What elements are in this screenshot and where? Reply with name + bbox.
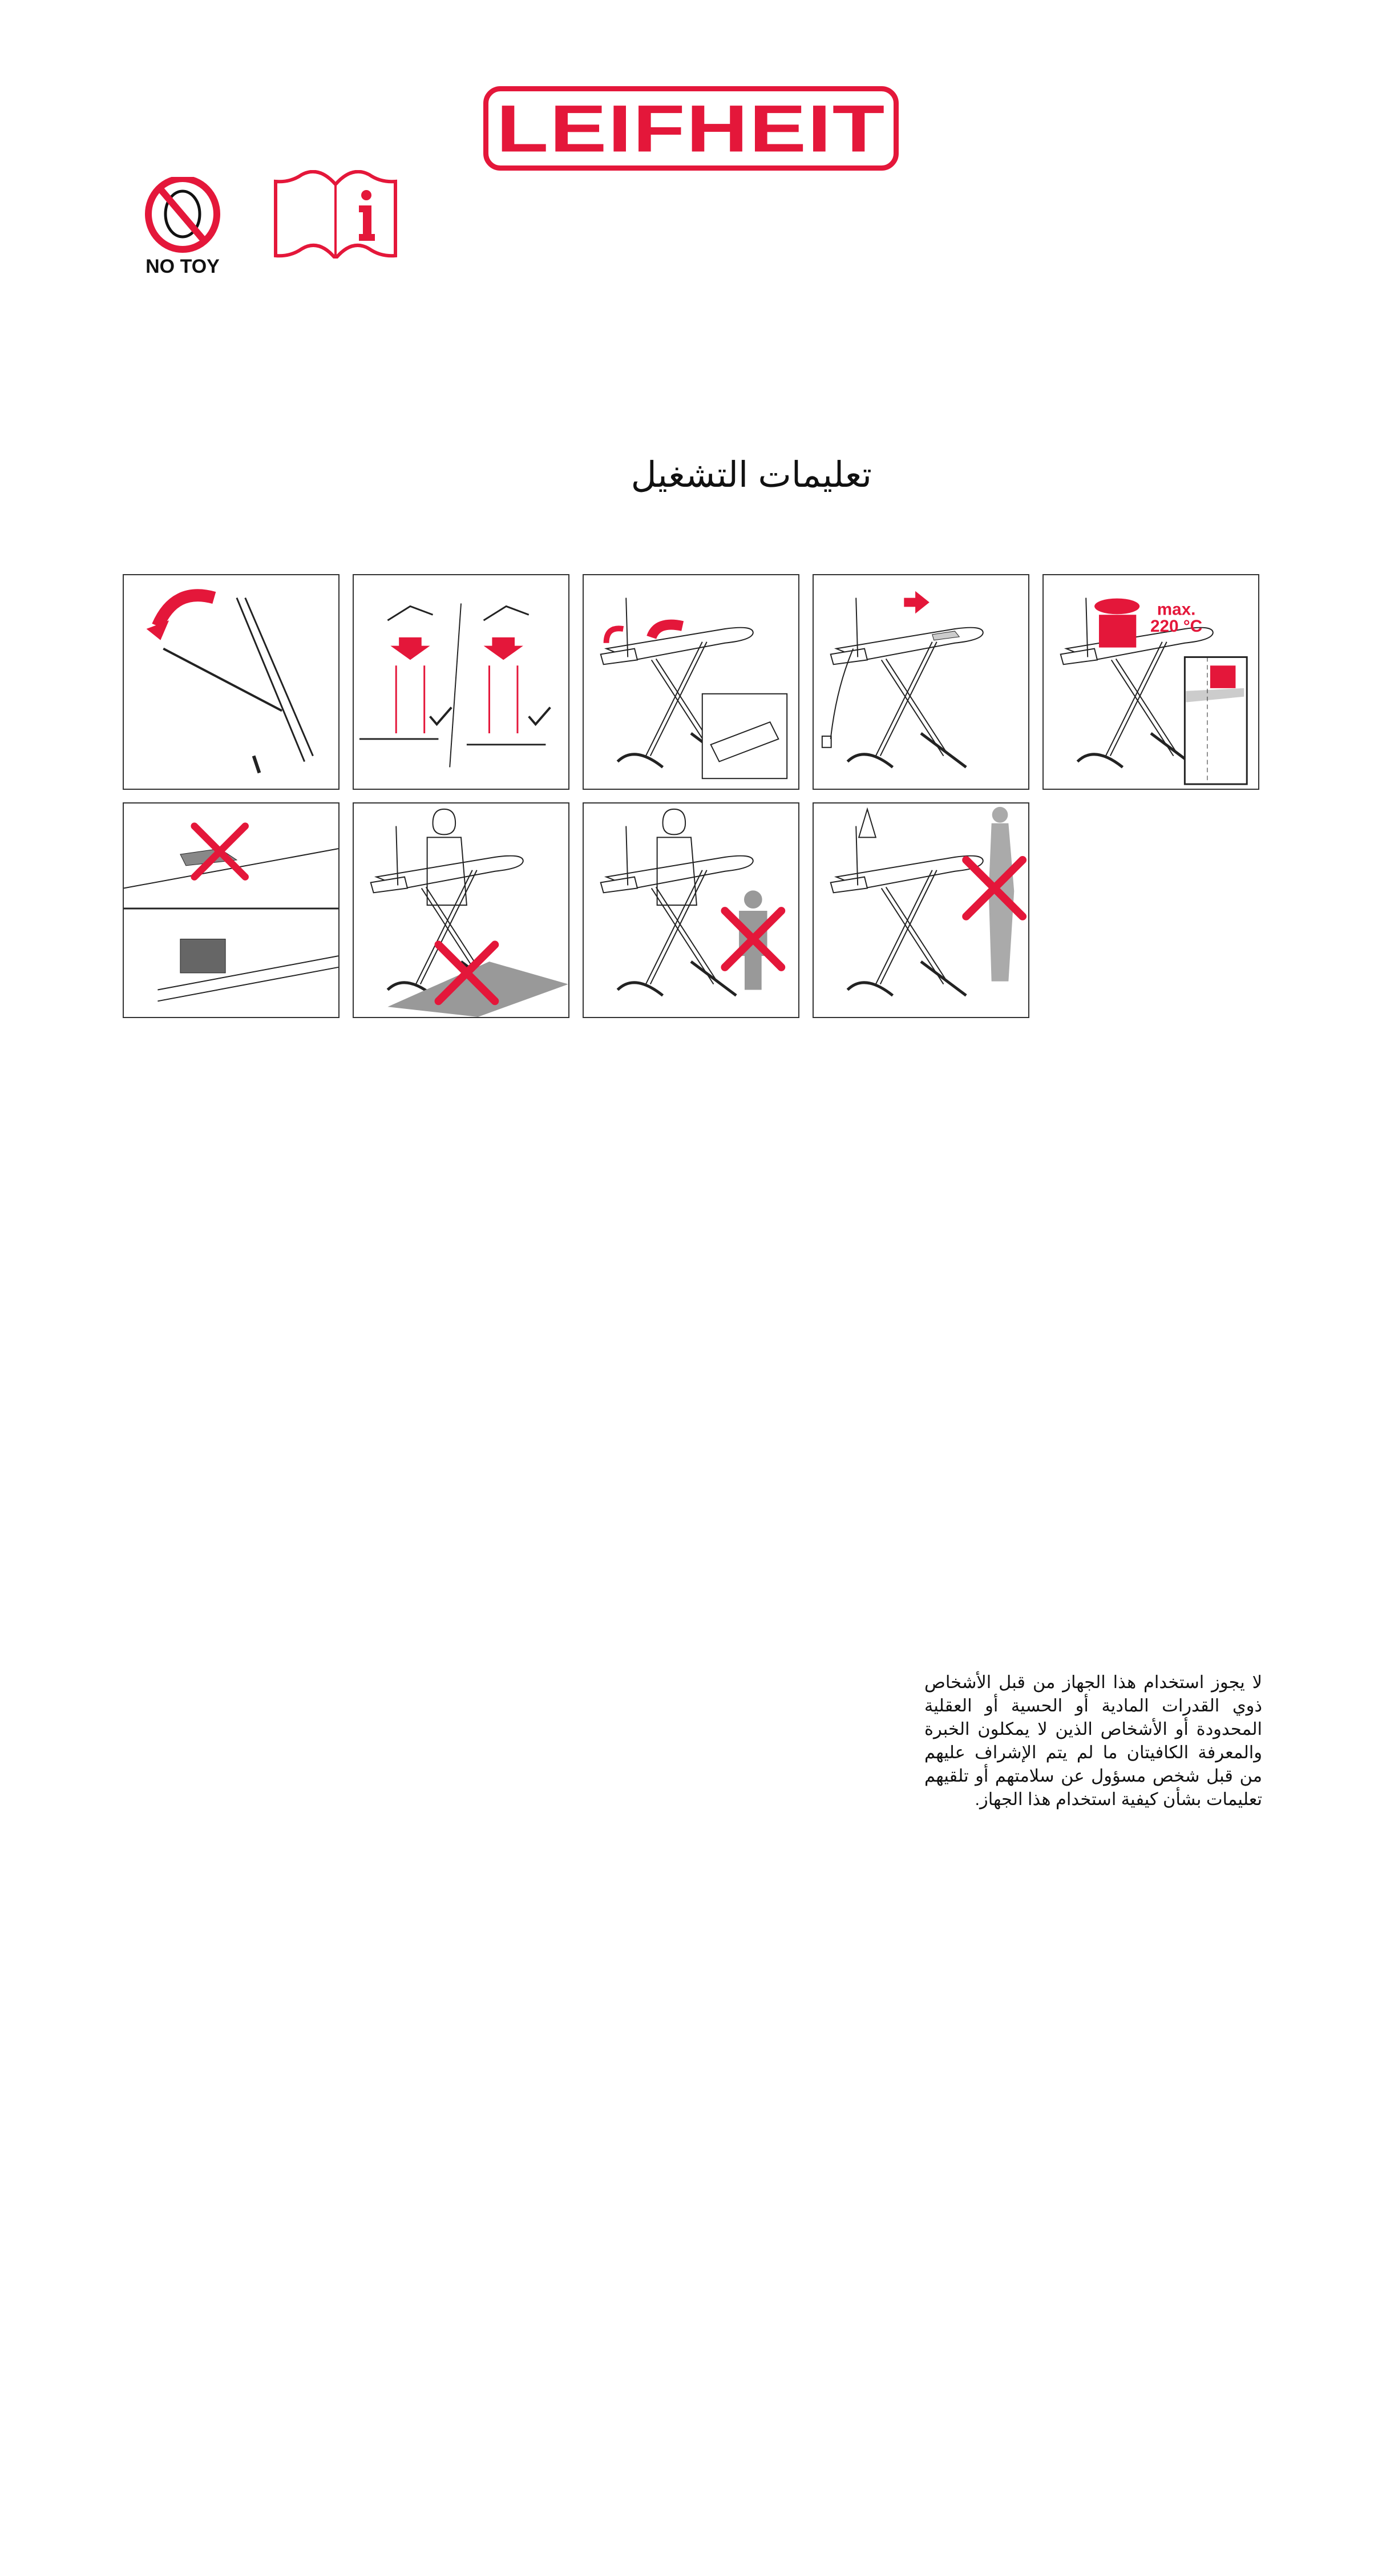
illustration-iron-unattended [813, 802, 1029, 1018]
read-manual-info-icon [273, 170, 398, 259]
safety-warning-text: لا يجوز استخدام هذا الجهاز من قبل الأشخاص ذوي القدرات المادية أو الحسية أو العقلية المحدودة أو الأشخاص الذين لا يمكلون الخبرة والمعرفة الكافيتان ما لم يتم الإشراف عليهم من قبل شخص مسؤول عن سلامتهم أو تلقيهم تعليمات بشأن كيفية استخدام هذا الجهاز. [924, 1673, 1262, 1809]
illustration-unfold-board [123, 574, 340, 790]
no-toy-icon [143, 177, 228, 277]
illustration-height-adjust [353, 574, 569, 790]
weight-label-temp: 220 °C [1150, 616, 1203, 636]
illustration-max-temperature [1042, 574, 1259, 790]
weight-label-max: max. [1157, 600, 1196, 619]
no-toy-label: NO TOY [146, 256, 220, 277]
leifheit-logo [483, 86, 899, 171]
illustration-children-warning [583, 802, 799, 1018]
logo-text: LEIFHEIT [496, 91, 886, 166]
illustration-hot-iron-warning [123, 802, 340, 1018]
illustration-iron-rest [583, 574, 799, 790]
illustration-stable-floor [353, 802, 569, 1018]
illustration-cord-holder [813, 574, 1029, 790]
page-title: تعليمات التشغيل [631, 455, 872, 495]
